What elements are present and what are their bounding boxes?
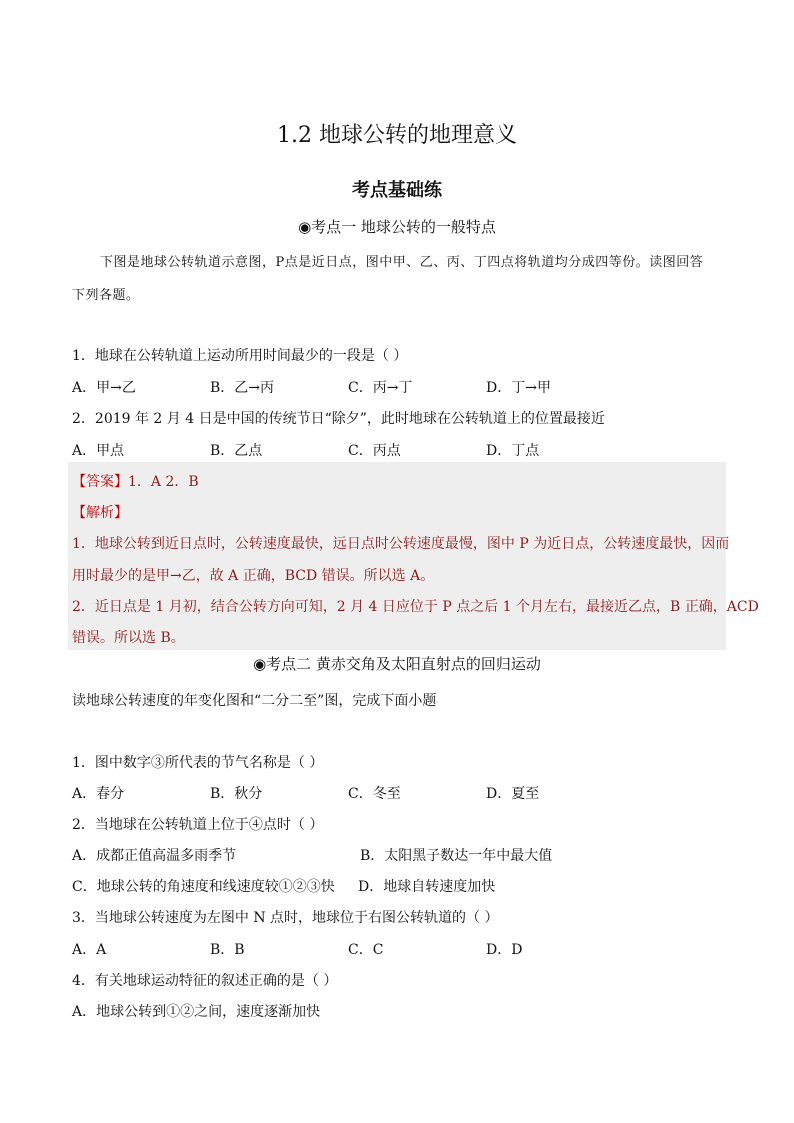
answer-text: 1．A 2．B — [128, 474, 199, 490]
question-3-stem: 1．图中数字③所代表的节气名称是（ ） — [72, 755, 324, 771]
analysis-label: 【解析】 — [72, 505, 128, 521]
question-2-option-d: D．丁点 — [486, 443, 540, 459]
intro-text-2: 读地球公转速度的年变化图和“二分二至”图，完成下面小题 — [72, 693, 437, 709]
question-4-stem: 2．当地球在公转轨道上位于④点时（ ） — [72, 817, 324, 833]
question-5-option-c: C．C — [348, 942, 384, 958]
answer-row — [72, 471, 199, 491]
question-4-option-b: B．太阳黑子数达一年中最大值 — [360, 848, 553, 864]
question-4-option-a: A．成都正值高温多雨季节 — [72, 848, 237, 864]
question-1-option-a: A．甲→乙 — [72, 380, 136, 396]
question-2-option-c: C．丙点 — [348, 443, 401, 459]
analysis-line-4: 错误。所以选 B。 — [72, 630, 185, 646]
intro-text-line2: 下列各题。 — [72, 288, 140, 303]
question-2-stem: 2．2019 年 2 月 4 日是中国的传统节日“除夕”，此时地球在公转轨道上的位置最接近 — [72, 411, 605, 427]
question-3-option-d: D．夏至 — [486, 786, 540, 802]
question-1-option-b: B．乙→丙 — [210, 380, 275, 396]
question-4-option-c: C．地球公转的角速度和线速度较①②③快 — [72, 879, 335, 895]
question-2-option-a: A．甲点 — [72, 443, 125, 459]
question-3-option-a: A．春分 — [72, 786, 125, 802]
section-heading-2: ◉考点二 黄赤交角及太阳直射点的回归运动 — [253, 655, 541, 673]
question-1-option-d: D．丁→甲 — [486, 380, 551, 396]
section-heading-1: ◉考点一 地球公转的一般特点 — [298, 218, 496, 236]
answer-label: 【答案】 — [72, 474, 128, 490]
question-6-option-a: A．地球公转到①②之间，速度逐渐加快 — [72, 1004, 321, 1020]
question-1-option-c: C．丙→丁 — [348, 380, 413, 396]
question-2-option-b: B．乙点 — [210, 443, 263, 459]
question-4-option-d: D．地球自转速度加快 — [358, 879, 496, 895]
analysis-line-1: 1．地球公转到近日点时，公转速度最快，远日点时公转速度最慢，图中 P 为近日点，公转速度最快，因而 — [72, 536, 730, 552]
question-5-option-d: D．D — [486, 942, 523, 958]
question-3-option-c: C．冬至 — [348, 786, 401, 802]
analysis-line-3: 2．近日点是 1 月初，结合公转方向可知，2 月 4 日应位于 P 点之后 1 个月左右，最接近乙点，B 正确，ACD — [72, 599, 759, 615]
page-subtitle: 考点基础练 — [352, 180, 442, 201]
question-5-stem: 3．当地球公转速度为左图中 N 点时，地球位于右图公转轨道的（ ） — [72, 910, 499, 926]
page-title: 1.2 地球公转的地理意义 — [277, 123, 517, 148]
question-3-option-b: B．秋分 — [210, 786, 263, 802]
question-5-option-b: B．B — [210, 942, 245, 958]
intro-text-line1: 下图是地球公转轨道示意图，P点是近日点，图中甲、乙、丙、丁四点将轨道均分成四等份。读图回答 — [100, 255, 704, 270]
question-5-option-a: A．A — [72, 942, 107, 958]
question-1-stem: 1．地球在公转轨道上运动所用时间最少的一段是（ ） — [72, 348, 408, 364]
analysis-line-2: 用时最少的是甲→乙，故 A 正确，BCD 错误。所以选 A。 — [72, 568, 435, 584]
question-6-stem: 4．有关地球运动特征的叙述正确的是（ ） — [72, 973, 338, 989]
